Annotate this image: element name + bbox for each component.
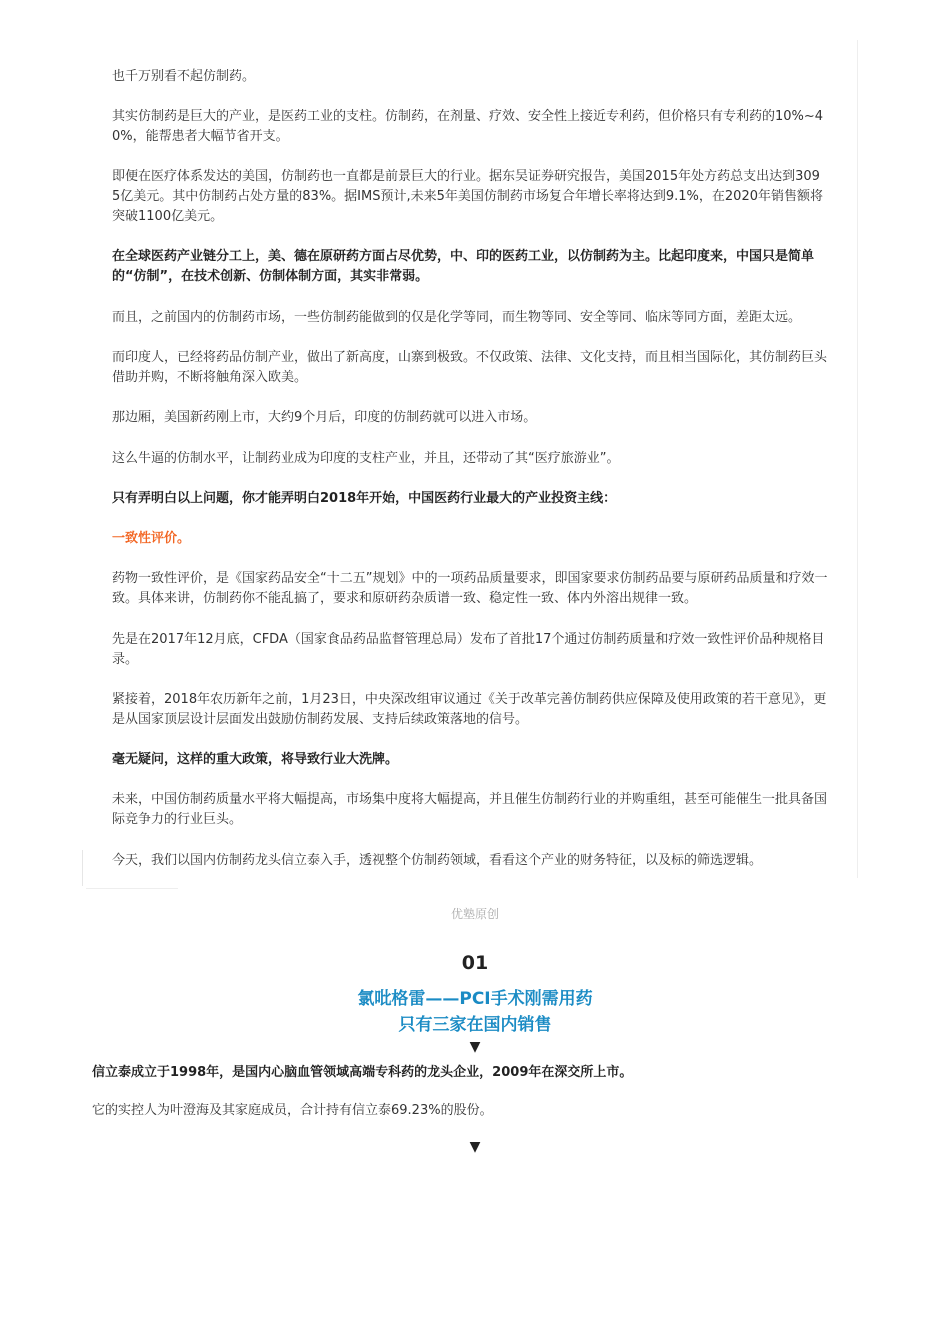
paragraph-12: 先是在2017年12月底，CFDA（国家食品药品监督管理总局）发布了首批17个通过仿制药质量和疗效一致性评价品种规格目录。 [112, 632, 825, 667]
paragraph-13: 紧接着，2018年农历新年之前，1月23日，中央深改组审议通过《关于改革完善仿制药供应保障及使用政策的若干意见》，更是从国家顶层设计层面发出鼓励仿制药发展、支持后续政策落地的信号。 [112, 692, 827, 727]
paragraph-14-bold: 毫无疑问，这样的重大政策，将导致行业大洗牌。 [112, 752, 399, 767]
paragraph-2: 其实仿制药是巨大的产业，是医药工业的支柱。仿制药，在剂量、疗效、安全性上接近专利药，但价格只有专利药的10%~40%，能帮患者大幅节省开支。 [112, 109, 824, 144]
section-title-line-1: 氯吡格雷——PCI手术刚需用药 [357, 989, 593, 1009]
controller-info: 它的实控人为叶澄海及其家庭成员，合计持有信立泰69.23%的股份。 [92, 1103, 493, 1118]
end-down-arrow-icon: ▼ [469, 1139, 481, 1155]
quote-left-bar [82, 850, 83, 886]
original-caption: 优塾原创 [450, 907, 499, 921]
paragraph-7: 那边厢，美国新药刚上市，大约9个月后，印度的仿制药就可以进入市场。 [112, 410, 537, 425]
highlight-consistency-evaluation: 一致性评价。 [112, 531, 191, 546]
paragraph-4-bold: 在全球医药产业链分工上，美、德在原研药方面占尽优势，中、印的医药工业，以仿制药为主。比起印度来，中国只是简单的“仿制”，在技术创新、仿制体制方面，其实非常弱。 [112, 249, 815, 284]
quote-bottom-bar [86, 888, 178, 889]
paragraph-15: 未来，中国仿制药质量水平将大幅提高，市场集中度将大幅提高，并且催生仿制药行业的并购重组，甚至可能催生一批具备国际竞争力的行业巨头。 [112, 792, 828, 827]
down-arrow-icon: ▼ [469, 1039, 481, 1055]
paragraph-5: 而且，之前国内的仿制药市场，一些仿制药能做到的仅是化学等同，而生物等同、安全等同、临床等同方面，差距太远。 [112, 310, 802, 325]
paragraph-3: 即便在医疗体系发达的美国，仿制药也一直都是前景巨大的行业。据东吴证券研究报告，美国2015年处方药总支出达到3095亿美元。其中仿制药占处方量的83%。据IMS预计,未来5年美国仿制药市场复合年增长率将达到9.1%，在2020年销售额将突破1100亿美元。 [112, 169, 823, 224]
paragraph-8: 这么牛逼的仿制水平，让制药业成为印度的支柱产业，并且，还带动了其“医疗旅游业”。 [112, 451, 620, 466]
paragraph-11: 药物一致性评价，是《国家药品安全“十二五”规划》中的一项药品质量要求，即国家要求仿制药品要与原研药品质量和疗效一致。具体来讲，仿制药你不能乱搞了，要求和原研药杂质谱一致、稳定性一致、体内外溶出规律一致。 [112, 571, 828, 606]
company-intro: 信立泰成立于1998年，是国内心脑血管领域高端专科药的龙头企业，2009年在深交所上市。 [92, 1065, 633, 1080]
paragraph-16: 今天，我们以国内仿制药龙头信立泰入手，透视整个仿制药领域，看看这个产业的财务特征，以及标的筛选逻辑。 [112, 853, 763, 868]
paragraph-9-bold: 只有弄明白以上问题，你才能弄明白2018年开始，中国医药行业最大的产业投资主线： [112, 491, 617, 506]
paragraph-1: 也千万别看不起仿制药。 [112, 69, 256, 84]
section-number: 01 [461, 952, 489, 974]
section-title-line-2: 只有三家在国内销售 [398, 1015, 552, 1035]
paragraph-6: 而印度人，已经将药品仿制产业，做出了新高度，山寨到极致。不仅政策、法律、文化支持，而且相当国际化，其仿制药巨头借助并购，不断将触角深入欧美。 [112, 350, 828, 385]
